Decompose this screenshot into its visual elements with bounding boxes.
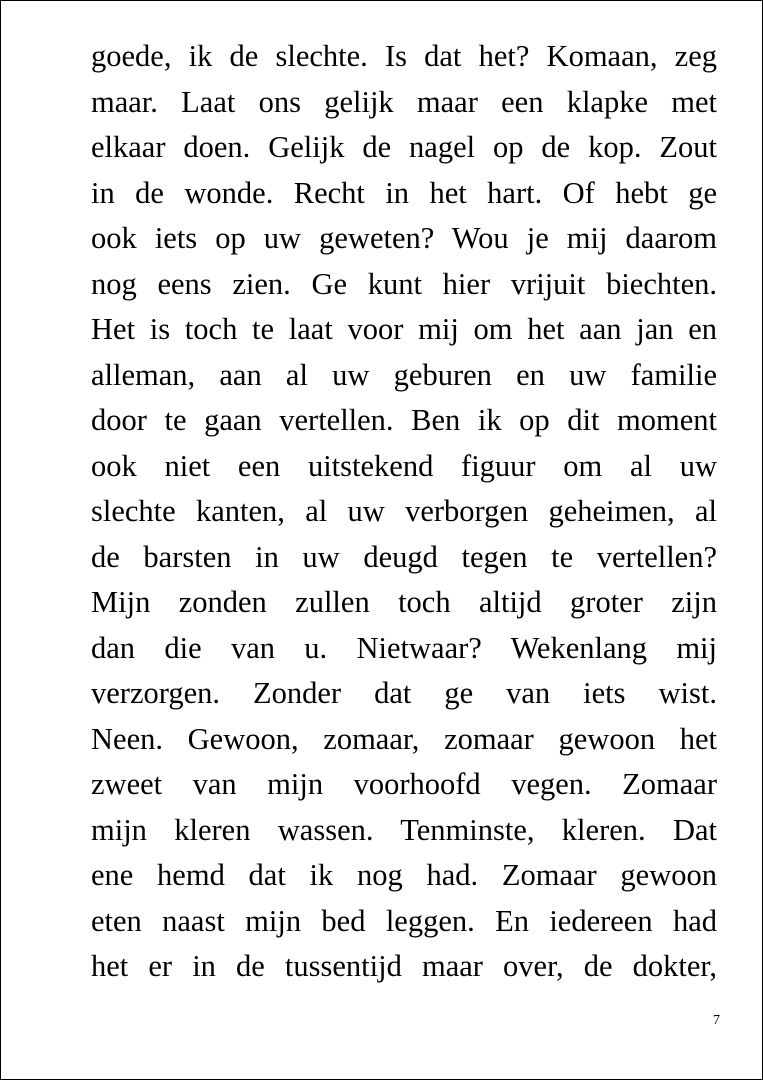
text-line: slechte kanten, al uw verborgen geheimen, al	[91, 494, 717, 528]
text-line: Het is toch te laat voor mij om het aan jan en	[91, 312, 717, 346]
text-line: maar. Laat ons gelijk maar een klapke met	[91, 84, 717, 119]
text-line: ene hemd dat ik nog had. Zomaar gewoon	[91, 858, 717, 892]
text-line: mijn kleren wassen. Tenminste, kleren. Dat	[91, 812, 717, 847]
page-number: 7	[713, 1013, 720, 1028]
text-line: nog eens zien. Ge kunt hier vrijuit biechten.	[91, 266, 717, 301]
text-line: de barsten in uw deugd tegen te vertellen?	[91, 539, 717, 574]
text-line: het er in de tussentijd maar over, de dokter,	[91, 949, 717, 983]
body-text	[91, 34, 717, 990]
text-line: alleman, aan al uw geburen en uw familie	[91, 357, 717, 392]
text-line: elkaar doen. Gelijk de nagel op de kop. Zout	[91, 130, 717, 164]
text-line: goede, ik de slechte. Is dat het? Komaan, zeg	[91, 39, 717, 73]
text-line: ook niet een uitstekend figuur om al uw	[91, 448, 717, 483]
text-line: ook iets op uw geweten? Wou je mij daarom	[91, 221, 717, 255]
text-line: eten naast mijn bed leggen. En iedereen had	[91, 903, 717, 938]
text-line: zweet van mijn voorhoofd vegen. Zomaar	[91, 767, 717, 801]
text-line: Neen. Gewoon, zomaar, zomaar gewoon het	[91, 721, 717, 756]
text-line: verzorgen. Zonder dat ge van iets wist.	[91, 676, 717, 710]
text-line: in de wonde. Recht in het hart. Of hebt ge	[91, 175, 717, 210]
text-line: dan die van u. Nietwaar? Wekenlang mij	[91, 630, 717, 665]
text-line: Mijn zonden zullen toch altijd groter zijn	[91, 585, 717, 619]
text-line: door te gaan vertellen. Ben ik op dit moment	[91, 403, 717, 437]
